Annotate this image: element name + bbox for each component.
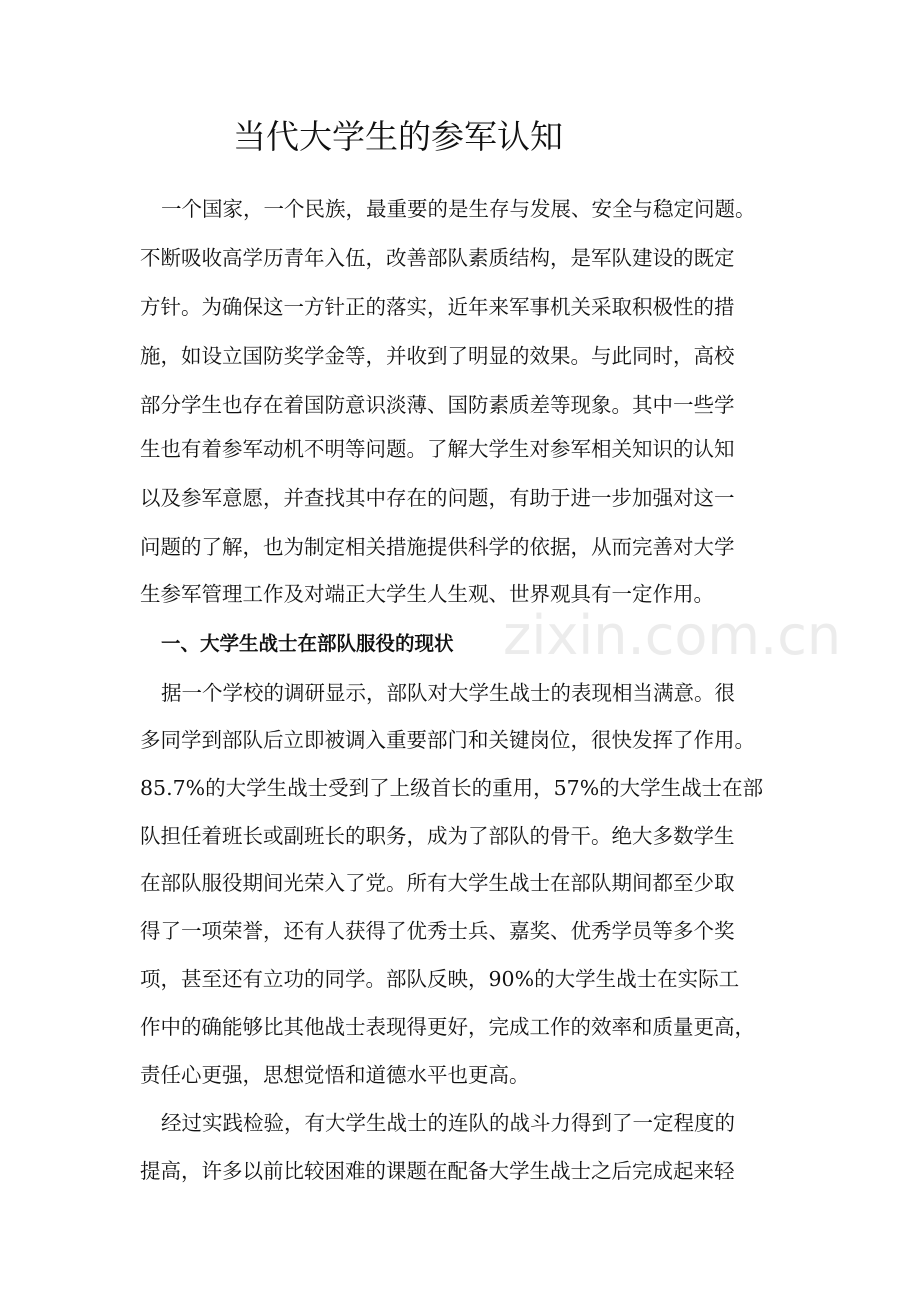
paragraph-line: 得了一项荣誉，还有人获得了优秀士兵、嘉奖、优秀学员等多个奖	[140, 919, 735, 943]
section-heading: 一、大学生战士在部队服役的现状	[161, 632, 454, 655]
paragraph-line: 作中的确能够比其他战士表现得更好，完成工作的效率和质量更高，	[140, 1015, 755, 1039]
paragraph-line: 经过实践检验，有大学生战士的连队的战斗力得到了一定程度的	[161, 1111, 735, 1135]
paragraph-line: 一个国家，一个民族，最重要的是生存与发展、安全与稳定问题。	[161, 197, 756, 221]
paragraph-line: 问题的了解，也为制定相关措施提供科学的依据，从而完善对大学	[140, 535, 735, 559]
paragraph-line: 责任心更强，思想觉悟和道德水平也更高。	[140, 1063, 530, 1087]
paragraph-line: 以及参军意愿，并查找其中存在的问题，有助于进一步加强对这一	[140, 486, 735, 510]
paragraph-line: 项，甚至还有立功的同学。部队反映，90%的大学生战士在实际工	[140, 967, 740, 991]
paragraph-line: 多同学到部队后立即被调入重要部门和关键岗位，很快发挥了作用。	[140, 728, 755, 752]
paragraph-line: 不断吸收高学历青年入伍，改善部队素质结构，是军队建设的既定	[140, 246, 735, 270]
paragraph-line: 方针。为确保这一方针正的落实，近年来军事机关采取积极性的措	[140, 295, 735, 319]
paragraph-line: 部分学生也存在着国防意识淡薄、国防素质差等现象。其中一些学	[140, 393, 735, 417]
watermark: zixin.com.cn	[503, 604, 842, 667]
paragraph-line: 生参军管理工作及对端正大学生人生观、世界观具有一定作用。	[140, 582, 714, 606]
paragraph-line: 在部队服役期间光荣入了党。所有大学生战士在部队期间都至少取	[140, 871, 735, 895]
paragraph-line: 生也有着参军动机不明等问题。了解大学生对参军相关知识的认知	[140, 437, 735, 461]
paragraph-line: 85.7%的大学生战士受到了上级首长的重用，57%的大学生战士在部	[140, 776, 764, 800]
paragraph-line: 提高，许多以前比较困难的课题在配备大学生战士之后完成起来轻	[140, 1159, 735, 1183]
document-title: 当代大学生的参军认知	[233, 117, 563, 156]
paragraph-line: 据一个学校的调研显示，部队对大学生战士的表现相当满意。很	[161, 681, 735, 705]
paragraph-line: 施，如设立国防奖学金等，并收到了明显的效果。与此同时，高校	[140, 344, 735, 368]
paragraph-line: 队担任着班长或副班长的职务，成为了部队的骨干。绝大多数学生	[140, 824, 735, 848]
